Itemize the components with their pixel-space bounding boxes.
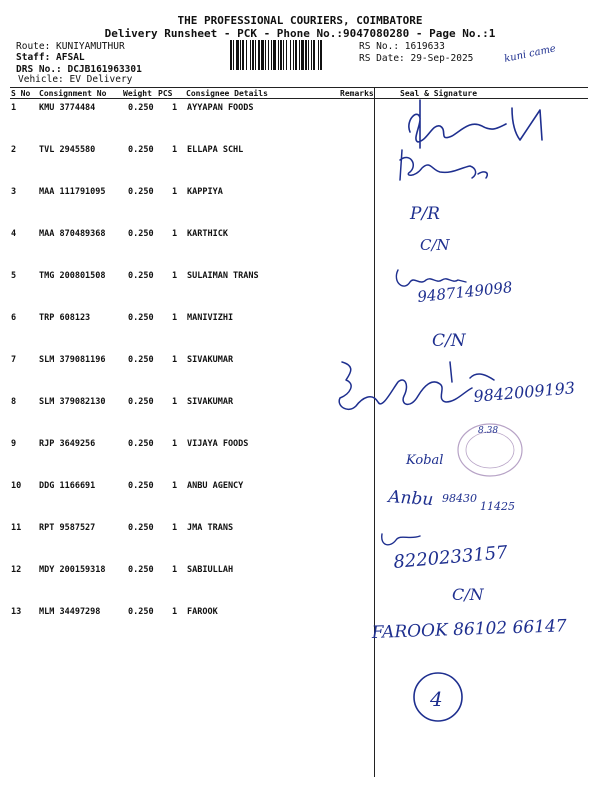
cell-weight: 0.250 <box>128 313 154 323</box>
cell-pcs: 1 <box>172 523 178 533</box>
rs-number: RS No.: 1619633 <box>359 41 445 52</box>
signature-row-11 <box>382 534 420 545</box>
cell-sno: 12 <box>11 565 22 575</box>
col-consignee: Consignee Details <box>186 89 268 98</box>
barcode <box>230 40 358 70</box>
cell-consignee: SIVAKUMAR <box>187 397 234 407</box>
signature-row-5 <box>396 270 466 286</box>
page-count-number: 4 <box>430 687 443 711</box>
cell-weight: 0.250 <box>128 271 154 281</box>
col-sno: S No <box>11 89 31 98</box>
cell-cons: SLM 379082130 <box>39 397 106 407</box>
cell-consignee: SABIULLAH <box>187 565 234 575</box>
row-6-note: C/N <box>432 331 466 351</box>
cell-cons: MAA 870489368 <box>39 229 106 239</box>
cell-sno: 10 <box>11 481 22 491</box>
cell-sno: 9 <box>11 439 17 449</box>
signature-row-2 <box>400 150 487 180</box>
table-row <box>0 143 374 185</box>
signature-row-1 <box>409 100 542 148</box>
cell-weight: 0.250 <box>128 523 154 533</box>
drs-label: DRS No.: DCJB161963301 <box>16 64 142 75</box>
cell-pcs: 1 <box>172 271 178 281</box>
cell-cons: TVL 2945580 <box>39 145 96 155</box>
cell-consignee: JMA TRANS <box>187 523 234 533</box>
col-weight: Weight <box>123 89 152 98</box>
table-row <box>0 521 374 563</box>
cell-consignee: AYYAPAN FOODS <box>187 103 254 113</box>
page-count-circle <box>414 673 462 721</box>
col-consignment: Consignment No <box>39 89 107 98</box>
row-10-number-2: 11425 <box>480 500 515 513</box>
table-row <box>0 479 374 521</box>
corner-note: kuni came <box>503 43 557 65</box>
cell-consignee: SIVAKUMAR <box>187 355 234 365</box>
cell-pcs: 1 <box>172 145 178 155</box>
row-11-phone: 8220233157 <box>392 542 509 573</box>
cell-pcs: 1 <box>172 229 178 239</box>
company-title: THE PROFESSIONAL COURIERS, COIMBATORE <box>177 14 423 27</box>
cell-pcs: 1 <box>172 607 178 617</box>
cell-cons: RPT 9587527 <box>39 523 96 533</box>
cell-weight: 0.250 <box>128 397 154 407</box>
cell-pcs: 1 <box>172 313 178 323</box>
cell-weight: 0.250 <box>128 565 154 575</box>
cell-consignee: FAROOK <box>187 607 218 617</box>
row-4-note: C/N <box>420 236 450 254</box>
cell-sno: 7 <box>11 355 17 365</box>
cell-pcs: 1 <box>172 565 178 575</box>
row-12-note: C/N <box>452 585 484 604</box>
cell-sno: 2 <box>11 145 17 155</box>
cell-sno: 1 <box>11 103 17 113</box>
table-row <box>0 311 374 353</box>
table-row <box>0 563 374 605</box>
cell-weight: 0.250 <box>128 187 154 197</box>
table-row <box>0 395 374 437</box>
cell-pcs: 1 <box>172 481 178 491</box>
cell-cons: RJP 3649256 <box>39 439 96 449</box>
row-8-phone: 9842009193 <box>472 378 576 406</box>
col-seal-signature: Seal & Signature <box>400 89 478 98</box>
cell-cons: SLM 379081196 <box>39 355 106 365</box>
cell-sno: 11 <box>11 523 22 533</box>
cell-sno: 6 <box>11 313 17 323</box>
cell-consignee: VIJAYA FOODS <box>187 439 249 449</box>
cell-consignee: ELLAPA SCHL <box>187 145 244 155</box>
row-9-signature: Kobal <box>406 453 444 468</box>
col-pcs: PCS <box>158 89 173 98</box>
table-row <box>0 269 374 311</box>
cell-weight: 0.250 <box>128 355 154 365</box>
cell-sno: 13 <box>11 607 22 617</box>
row-10-number-1: 98430 <box>442 492 477 505</box>
cell-consignee: KAPPIYA <box>187 187 223 197</box>
cell-cons: MDY 200159318 <box>39 565 106 575</box>
cell-cons: DDG 1166691 <box>39 481 96 491</box>
row-5-phone: 9487149098 <box>416 278 514 306</box>
row-13-signature: FAROOK 86102 66147 <box>371 616 567 643</box>
cell-cons: TRP 608123 <box>39 313 91 323</box>
cell-weight: 0.250 <box>128 229 154 239</box>
cell-sno: 4 <box>11 229 17 239</box>
col-remarks: Remarks <box>340 89 374 98</box>
table-row <box>0 185 374 227</box>
cell-pcs: 1 <box>172 397 178 407</box>
cell-pcs: 1 <box>172 103 178 113</box>
row-3-note: P/R <box>410 204 440 224</box>
table-header-rule <box>10 98 588 99</box>
cell-pcs: 1 <box>172 439 178 449</box>
cell-consignee: MANIVIZHI <box>187 313 234 323</box>
delivery-stamp <box>458 424 522 476</box>
table-row <box>0 227 374 269</box>
cell-consignee: ANBU AGENCY <box>187 481 244 491</box>
cell-cons: MLM 34497298 <box>39 607 101 617</box>
cell-weight: 0.250 <box>128 607 154 617</box>
cell-pcs: 1 <box>172 355 178 365</box>
cell-cons: MAA 111791095 <box>39 187 106 197</box>
cell-cons: KMU 3774484 <box>39 103 96 113</box>
table-row <box>0 605 374 647</box>
stamp-time: 8.38 <box>478 426 499 436</box>
table-row <box>0 101 374 143</box>
row-10-signature: Anbu <box>387 487 434 511</box>
cell-consignee: SULAIMAN TRANS <box>187 271 259 281</box>
rs-date: RS Date: 29-Sep-2025 <box>359 53 474 64</box>
cell-sno: 8 <box>11 397 17 407</box>
table-row <box>0 353 374 395</box>
cell-weight: 0.250 <box>128 481 154 491</box>
table-top-rule <box>10 87 588 88</box>
cell-consignee: KARTHICK <box>187 229 228 239</box>
cell-pcs: 1 <box>172 187 178 197</box>
cell-weight: 0.250 <box>128 103 154 113</box>
route-label: Route: KUNIYAMUTHUR <box>16 41 125 52</box>
cell-weight: 0.250 <box>128 439 154 449</box>
table-row <box>0 437 374 479</box>
runsheet-subtitle: Delivery Runsheet - PCK - Phone No.:9047080280 - Page No.:1 <box>104 27 496 40</box>
vehicle-label: Vehicle: EV Delivery <box>18 74 133 85</box>
remarks-divider <box>374 87 375 777</box>
staff-label: Staff: AFSAL <box>16 52 85 63</box>
cell-sno: 3 <box>11 187 17 197</box>
cell-weight: 0.250 <box>128 145 154 155</box>
cell-cons: TMG 200801508 <box>39 271 106 281</box>
cell-sno: 5 <box>11 271 17 281</box>
